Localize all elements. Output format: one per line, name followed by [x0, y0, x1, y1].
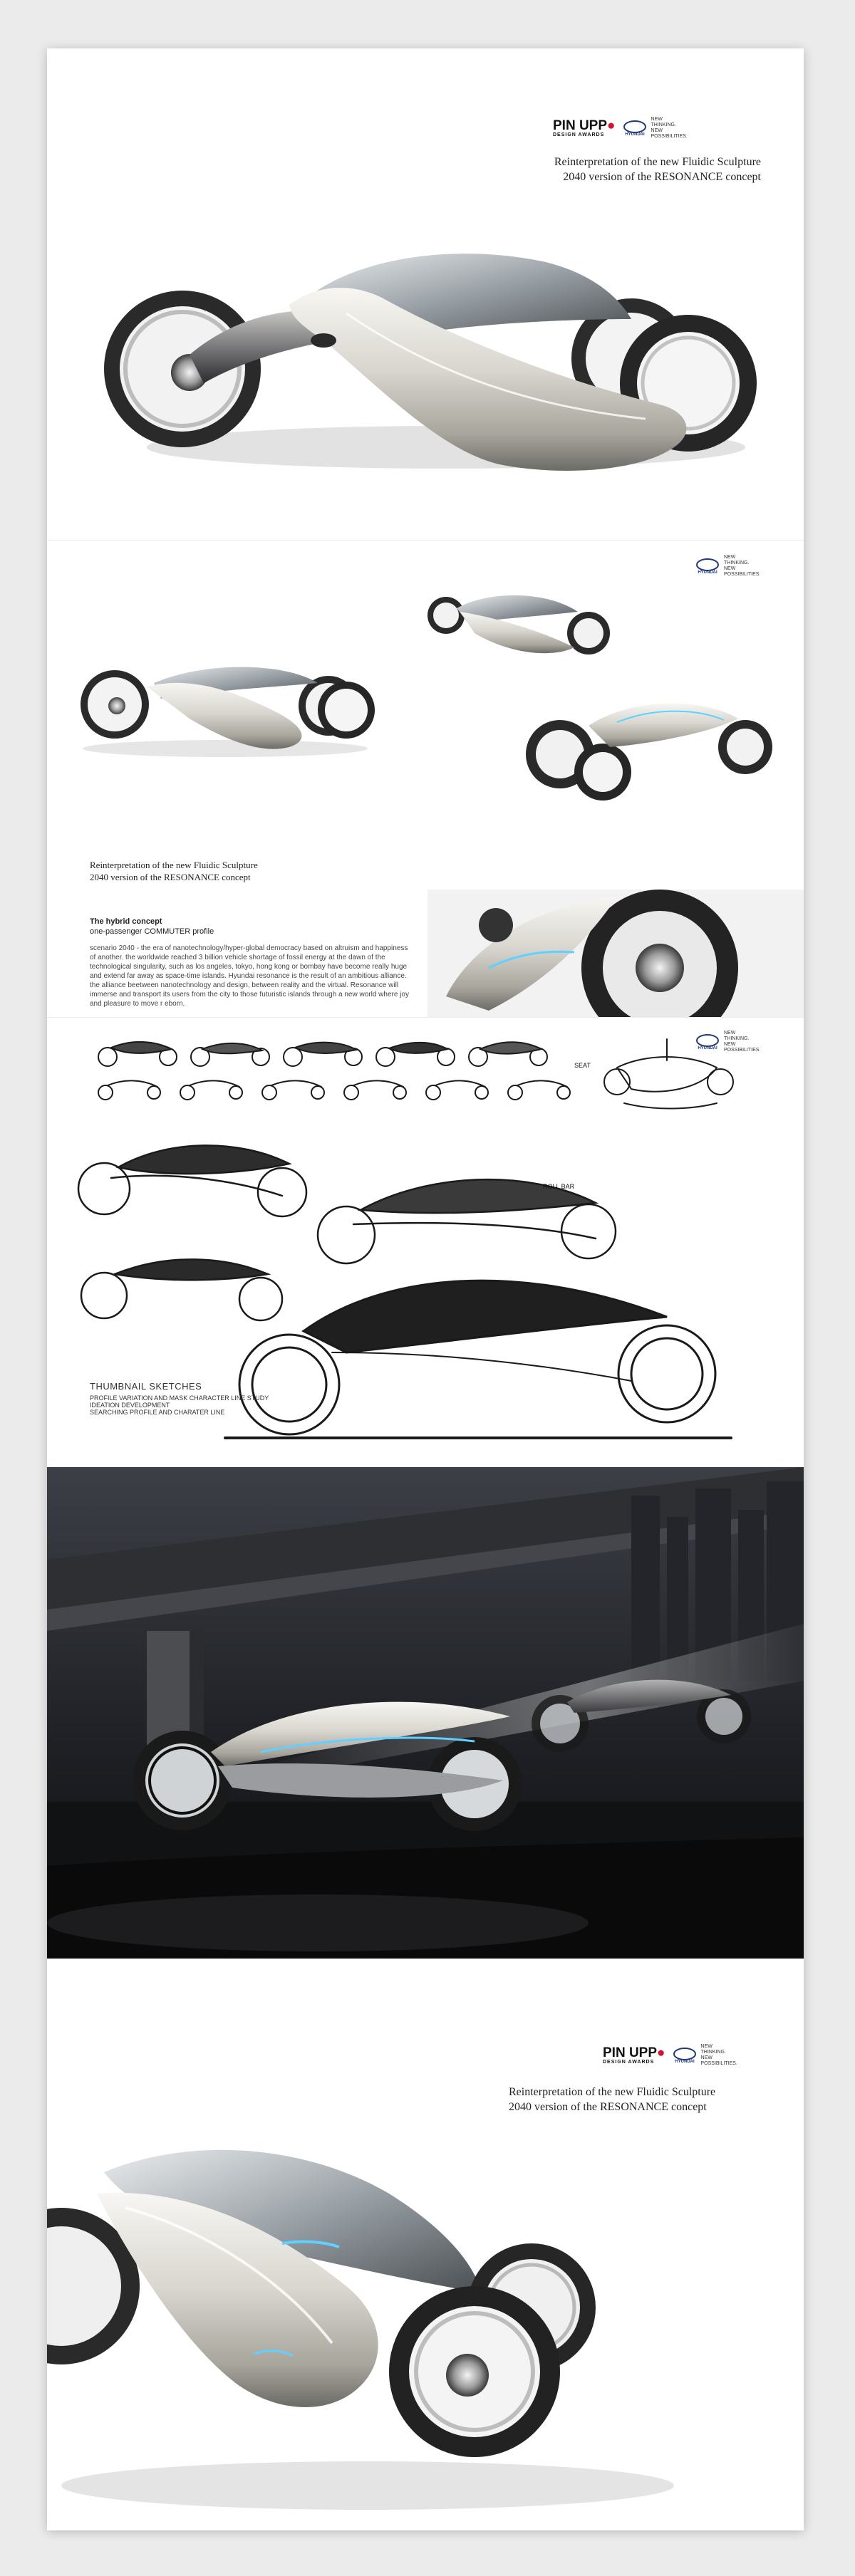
sketch-notes — [90, 1381, 269, 1416]
concept-subtitle: The hybrid concept one-passenger COMMUTER profile — [90, 917, 214, 936]
closeup-vehicle-render — [47, 1959, 804, 2530]
hero-panel — [47, 48, 804, 540]
pinupp-logo: PIN UPP● DESIGN AWARDS — [603, 2045, 665, 2065]
medium-sketch-1 — [78, 1145, 306, 1216]
scenario-text: scenario 2040 - the era of nanotechnology/hyper-global democracy based on altruism and happiness of another. the worldwide reached 3 billion vehicle shortage of fossil energy at the dawn of the technological singularity, such as los angeles, tokyo, hong kong or bombay have become really huge and extend far away as space-time islands. Hyundai resonance is the result of an ambitious alliance. the alliance beetween nanotechnology and design, between reality and the virtual. Resonance will immerse and transport its users from the city to those futuristic islands through a new world where joy and pleasure to move r eborn. — [90, 944, 409, 1008]
closing-panel — [47, 1959, 804, 2530]
rear-wheel-icon — [104, 291, 261, 447]
overview-caption: Reinterpretation of the new Fluidic Sculpture 2040 version of the RESONANCE concept — [90, 860, 258, 882]
overview-panel — [47, 540, 804, 1018]
presentation-sheet — [47, 48, 804, 2530]
svg-text:HYUNDAI: HYUNDAI — [698, 1046, 717, 1050]
hyundai-tagline: NEW THINKING. NEW POSSIBILITIES. — [651, 117, 688, 139]
sketches-panel — [47, 1017, 804, 1468]
medium-sketch-3 — [81, 1259, 282, 1320]
night-scene-render — [47, 1467, 804, 1959]
side-view-render — [81, 667, 375, 758]
night-scene-panel — [47, 1467, 804, 1959]
hyundai-tagline: NEW THINKING. NEW POSSIBILITIES. — [724, 555, 761, 577]
svg-text:HYUNDAI: HYUNDAI — [674, 2060, 695, 2063]
sketch-line-2: IDEATION DEVELOPMENT — [90, 1402, 170, 1409]
closing-caption: Reinterpretation of the new Fluidic Sculpture 2040 version of the RESONANCE concept — [509, 2086, 716, 2113]
thumbnail-row-1 — [98, 1042, 547, 1066]
front-view-sketch — [604, 1039, 733, 1109]
large-profile-sketch — [225, 1281, 731, 1438]
pinupp-logo: PIN UPP● DESIGN AWARDS — [553, 118, 616, 137]
closeup-render — [428, 890, 804, 1018]
hyundai-tagline: NEW THINKING. NEW POSSIBILITIES. — [724, 1031, 761, 1053]
svg-text:SEAT: SEAT — [574, 1062, 591, 1069]
svg-text:ROLL BAR: ROLL BAR — [543, 1183, 575, 1190]
front-quarter-render — [526, 704, 772, 801]
hero-vehicle-render — [47, 48, 804, 540]
hyundai-tagline: NEW THINKING. NEW POSSIBILITIES. — [700, 2044, 737, 2066]
sketch-line-3: SEARCHING PROFILE AND CHARATER LINE — [90, 1409, 225, 1416]
sketch-line-1: PROFILE VARIATION AND MASK CHARACTER LINE STUDY — [90, 1394, 269, 1402]
svg-text:HYUNDAI: HYUNDAI — [624, 132, 645, 136]
svg-text:HYUNDAI: HYUNDAI — [698, 570, 717, 574]
hero-caption: Reinterpretation of the new Fluidic Sculpture 2040 version of the RESONANCE concept — [554, 156, 761, 183]
sketch-heading: THUMBNAIL SKETCHES — [90, 1381, 202, 1392]
medium-sketch-2 — [318, 1179, 616, 1263]
top-view-render — [428, 595, 610, 655]
thumbnail-row-2 — [98, 1080, 570, 1100]
